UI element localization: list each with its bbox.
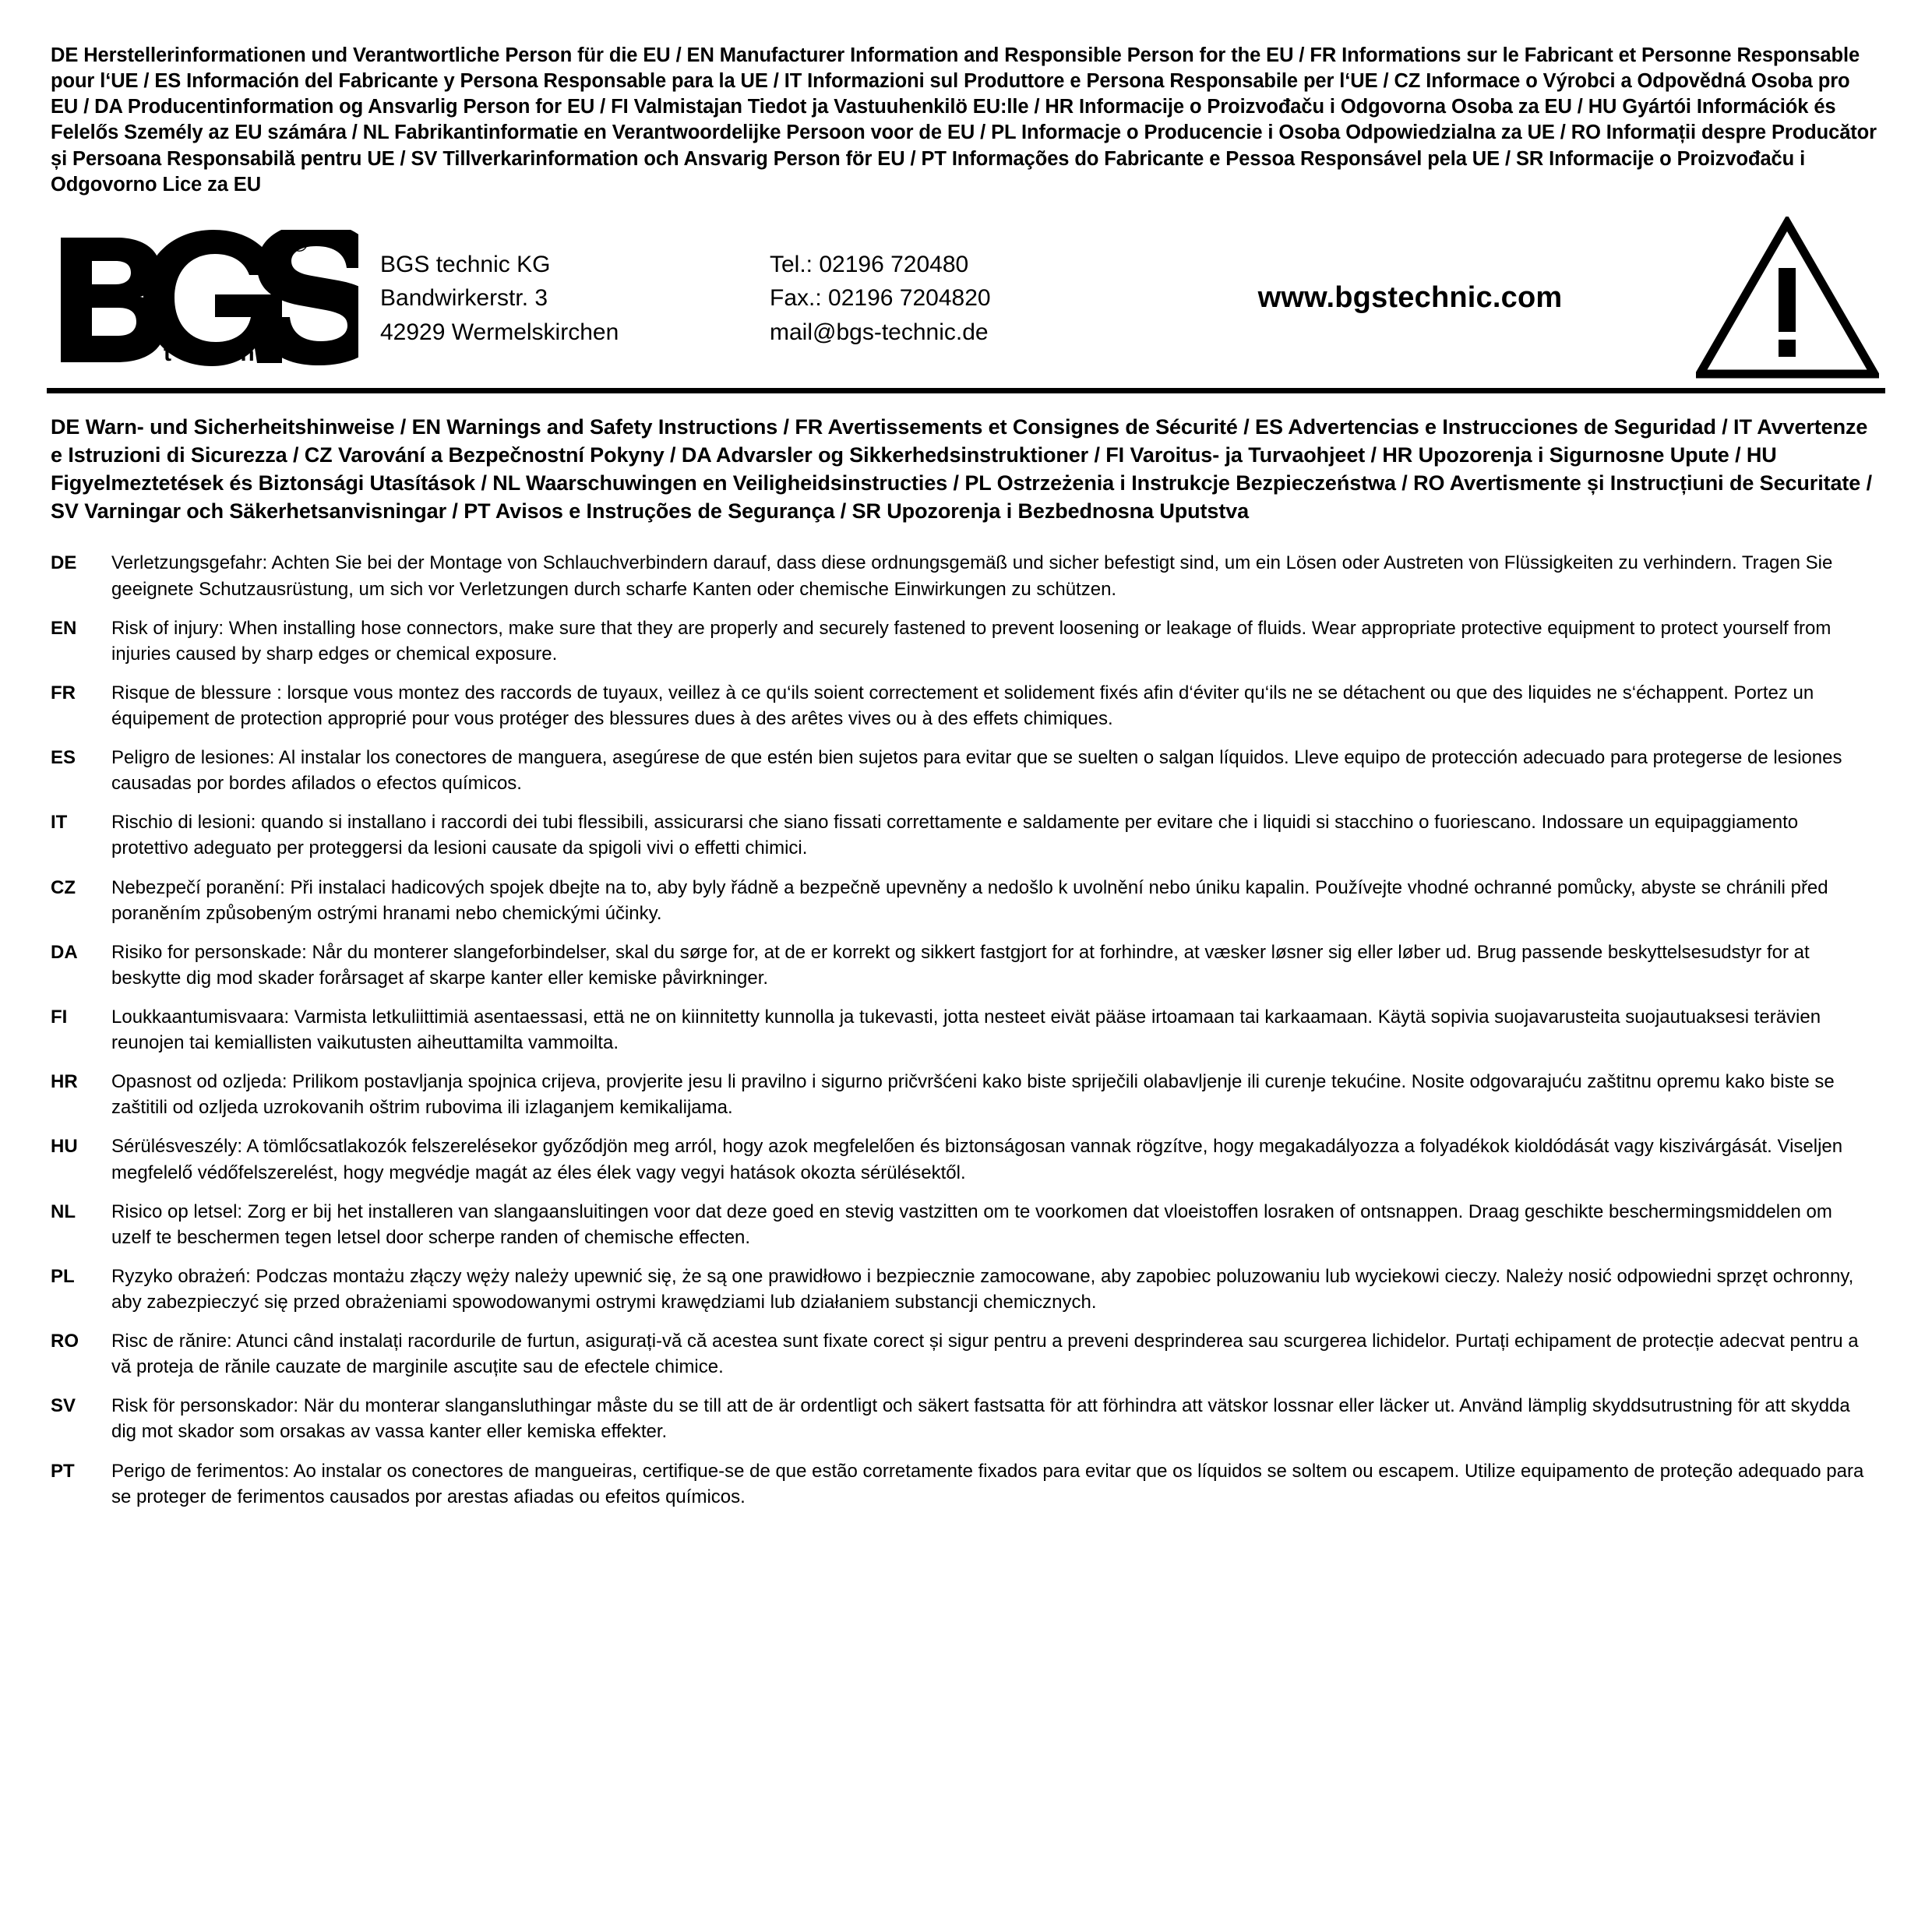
company-website: www.bgstechnic.com xyxy=(1257,281,1563,315)
language-code: HR xyxy=(51,1071,78,1093)
list-item xyxy=(51,1069,1881,1120)
list-item xyxy=(51,745,1881,796)
list-item xyxy=(51,1004,1881,1056)
warning-text: Ryzyko obrażeń: Podczas montażu złączy węży należy upewnić się, że są one prawidłowo i bezpiecznie zamocowane, aby zapobiec poluzowaniu lub wyciekowi cieczy. Należy nosić odpowiedni sprzęt ochronny, aby zabezpieczyć się przed obrażeniami spowodowanymi ostrymi krawędziami lub działaniem substancji chemicznych. xyxy=(111,1265,1854,1313)
bgs-logo xyxy=(47,230,366,366)
language-code: HU xyxy=(51,1136,78,1158)
language-code: EN xyxy=(51,617,77,639)
language-code: ES xyxy=(51,747,76,769)
company-contact xyxy=(770,248,1136,350)
warning-text: Peligro de lesiones: Al instalar los conectores de manguera, asegúrese de que estén bien sujetos para evitar que se suelten o salgan líquidos. Lleve equipo de protección adecuado para protegerse de lesiones causadas por bordes afilados o efectos químicos. xyxy=(111,747,1842,795)
company-tel: Tel.: 02196 720480 xyxy=(770,251,969,277)
warning-text: Risiko for personskade: Når du monterer slangeforbindelser, skal du sørge for, at de er korrekt og sikkert fastgjort for at forhindre, at væsker løsner sig eller løber ud. Brug passende beskyttelsesudstyr for at beskytte dig mod skader forårsaget af skarpe kanter eller kemiske påvirkninger. xyxy=(111,941,1810,989)
svg-text:®: ® xyxy=(291,231,308,258)
language-code: SV xyxy=(51,1395,76,1417)
warning-text: Sérülésveszély: A tömlőcsatlakozók felszerelésekor győződjön meg arról, hogy azok megfelelően és biztonságosan vannak rögzítve, hogy megakadályozza a folyadékok kioldódását vagy kiszivárgását. Viseljen megfelelő védőfelszerelést, hogy megvédje magát az éles élek vagy vegyi hatások okozta sérülésektől. xyxy=(111,1136,1843,1183)
language-code: PT xyxy=(51,1460,75,1482)
safety-instructions-heading: DE Warn- und Sicherheitshinweise / EN Warnings and Safety Instructions / FR Avertissements et Consignes de Sécurité / ES Advertencias e Instrucciones de Seguridad / IT Avvertenze e Istruzioni di Sicurezza / CZ Varování a Bezpečnostní Pokyny / DA Advarsler og Sikkerhedsinstruktioner / FI Varoitus- ja Turvaohjeet / HR Upozorenja i Sigurnosne Upute / HU Figyelmeztetések és Biztonsági Utasítások / NL Waarschuwingen en Veiligheidsinstructies / PL Ostrzeżenia i Instrukcje Bezpieczeństwa / RO Avertismente și Instrucțiuni de Securitate / SV Varningar och Säkerhetsanvisningar / PT Avisos e Instruções de Segurança / SR Upozorenja i Bezbednosna Uputstva xyxy=(51,414,1873,523)
language-code: NL xyxy=(51,1200,76,1222)
language-code: CZ xyxy=(51,876,76,898)
language-code: RO xyxy=(51,1331,79,1352)
company-name: BGS technic KG xyxy=(380,251,551,277)
list-item xyxy=(51,680,1881,732)
company-fax: Fax.: 02196 7204820 xyxy=(770,285,991,312)
list-item xyxy=(51,1393,1881,1444)
company-street: Bandwirkerstr. 3 xyxy=(380,285,548,312)
warning-text: Risc de rănire: Atunci când instalați racordurile de furtun, asigurați-vă că acestea sunt fixate corect și sigur pentru a preveni desprinderea sau scurgerea lichidelor. Purtați echipament de protecție adecvat pentru a vă proteja de rănile cauzate de marginile ascuțite sau de efectele chimice. xyxy=(111,1331,1859,1378)
language-code: DE xyxy=(51,552,77,574)
manufacturer-info-heading: DE Herstellerinformationen und Verantwortliche Person für die EU / EN Manufacturer Information and Responsible Person for the EU / FR Informations sur le Fabricant et Personne Responsable pour l‘UE / ES Información del Fabricante y Persona Responsable para la UE / IT Informazioni sul Produttore e Persona Responsabile per l‘UE / CZ Informace o Výrobci a Odpovědná Osoba pro EU / DA Producentinformation og Ansvarlig Person for EU / FI Valmistajan Tiedot ja Vastuuhenkilö EU:lle / HR Informacije o Proizvođaču i Odgovorna Osoba za EU / HU Gyártói Információk és Felelős Személy az EU számára / NL Fabrikantinformatie en Verantwoordelijke Persoon voor de EU / PL Informacje o Producencie i Osoba Odpowiedzialna za UE / RO Informații despre Producător și Persoana Responsabilă pentru UE / SV Tillverkarinformation och Ansvarig Person för EU / PT Informações do Fabricante e Pessoa Responsável pela UE / SR Informacije o Proizvođaču i Odgovorno Lice za EU xyxy=(51,44,1877,196)
language-code: PL xyxy=(51,1265,75,1287)
warning-text: Loukkaantumisvaara: Varmista letkuliittimiä asentaessasi, että ne on kiinnitetty kunnolla ja tukevasti, jotta nesteet eivät pääse irtoamaan tai karkaamaan. Käytä sopivia suojavarusteita suojautuaksesi terävien reunojen tai kemiallisten vaikutusten aiheuttamilta vammoilta. xyxy=(111,1007,1821,1054)
company-address xyxy=(366,248,770,350)
company-email: mail@bgs-technic.de xyxy=(770,319,989,345)
manufacturer-block xyxy=(47,212,1885,393)
warning-text: Risque de blessure : lorsque vous montez des raccords de tuyaux, veillez à ce qu‘ils soient correctement et solidement fixés afin d‘éviter qu‘ils ne se détachent ou que des liquides ne s‘échappent. Portez un équipement de protection approprié pour vous protéger des blessures dues à des arêtes vives ou à des effets chimiques. xyxy=(111,682,1814,730)
list-item xyxy=(51,809,1881,861)
warning-text: Rischio di lesioni: quando si installano i raccordi dei tubi flessibili, assicurarsi che siano fissati correttamente e saldamente per evitare che i liquidi si stacchino o fuoriescano. Indossare un equipaggiamento protettivo adeguato per proteggersi da lesioni causate da spigoli vivi o effetti chimici. xyxy=(111,812,1799,859)
warning-text: Opasnost od ozljeda: Prilikom postavljanja spojnica crijeva, provjerite jesu li pravilno i sigurno pričvršćeni kako biste spriječili olabavljenje ili curenje tekućine. Nosite odgovarajuću zaštitnu opremu kako biste se zaštitili od ozljeda uzrokovanih oštrim rubovima ili izlaganjem kemikalijama. xyxy=(111,1071,1835,1119)
warning-text: Perigo de ferimentos: Ao instalar os conectores de mangueiras, certifique-se de que estão corretamente fixados para evitar que os líquidos se soltem ou escapem. Utilize equipamento de proteção adequado para se proteger de ferimentos causados por arestas afiadas ou efeitos químicos. xyxy=(111,1460,1864,1507)
list-item xyxy=(51,875,1881,926)
list-item xyxy=(51,550,1881,601)
language-code: DA xyxy=(51,941,78,963)
list-item xyxy=(51,1264,1881,1315)
warning-text: Risico op letsel: Zorg er bij het installeren van slangaansluitingen voor dat deze goed en stevig vastzitten om te voorkomen dat vloeistoffen losraken of ontsnappen. Draag geschikte beschermingsmiddelen om uzelf te beschermen tegen letsel door scherpe randen of chemische effecten. xyxy=(111,1200,1832,1248)
language-code: FI xyxy=(51,1007,68,1028)
warning-text: Nebezpečí poranění: Při instalaci hadicových spojek dbejte na to, aby byly řádně a bezpečně upevněny a nedošlo k uvolnění nebo úniku kapalin. Používejte vhodné ochranné pomůcky, abyste se chránili před poraněním způsobeným ostrými hranami nebo chemickými účinky. xyxy=(111,876,1828,924)
list-item xyxy=(51,615,1881,667)
company-city: 42929 Wermelskirchen xyxy=(380,319,619,345)
list-item xyxy=(51,940,1881,991)
language-code: IT xyxy=(51,812,68,834)
warning-triangle-icon xyxy=(1684,217,1885,380)
warning-text: Risk of injury: When installing hose connectors, make sure that they are properly and securely fastened to prevent loosening or leakage of fluids. Wear appropriate protective equipment to protect yourself from injuries caused by sharp edges or chemical exposure. xyxy=(111,617,1832,665)
warnings-list xyxy=(47,550,1885,1509)
list-item xyxy=(51,1199,1881,1250)
language-code: FR xyxy=(51,682,76,703)
warning-text: Risk för personskador: När du monterar slangansluthingar måste du se till att de är ordentligt och säkert fastsatta för att förhindra att vätskor lossnar eller läcker ut. Använd lämplig skyddsutrustning för att skydda dig mot skador som orsakas av vassa kanter eller kemiska effekter. xyxy=(111,1395,1850,1443)
svg-text:t e c h n i c: t e c h n i c xyxy=(164,340,336,367)
list-item xyxy=(51,1458,1881,1510)
list-item xyxy=(51,1328,1881,1380)
list-item xyxy=(51,1133,1881,1185)
warning-text: Verletzungsgefahr: Achten Sie bei der Montage von Schlauchverbindern darauf, dass diese ordnungsgemäß und sicher befestigt sind, um ein Lösen oder Austreten von Flüssigkeiten zu verhindern. Tragen Sie geeignete Schutzausrüstung, um sich vor Verletzungen durch scharfe Kanten oder chemische Einwirkungen zu schützen. xyxy=(111,552,1833,600)
